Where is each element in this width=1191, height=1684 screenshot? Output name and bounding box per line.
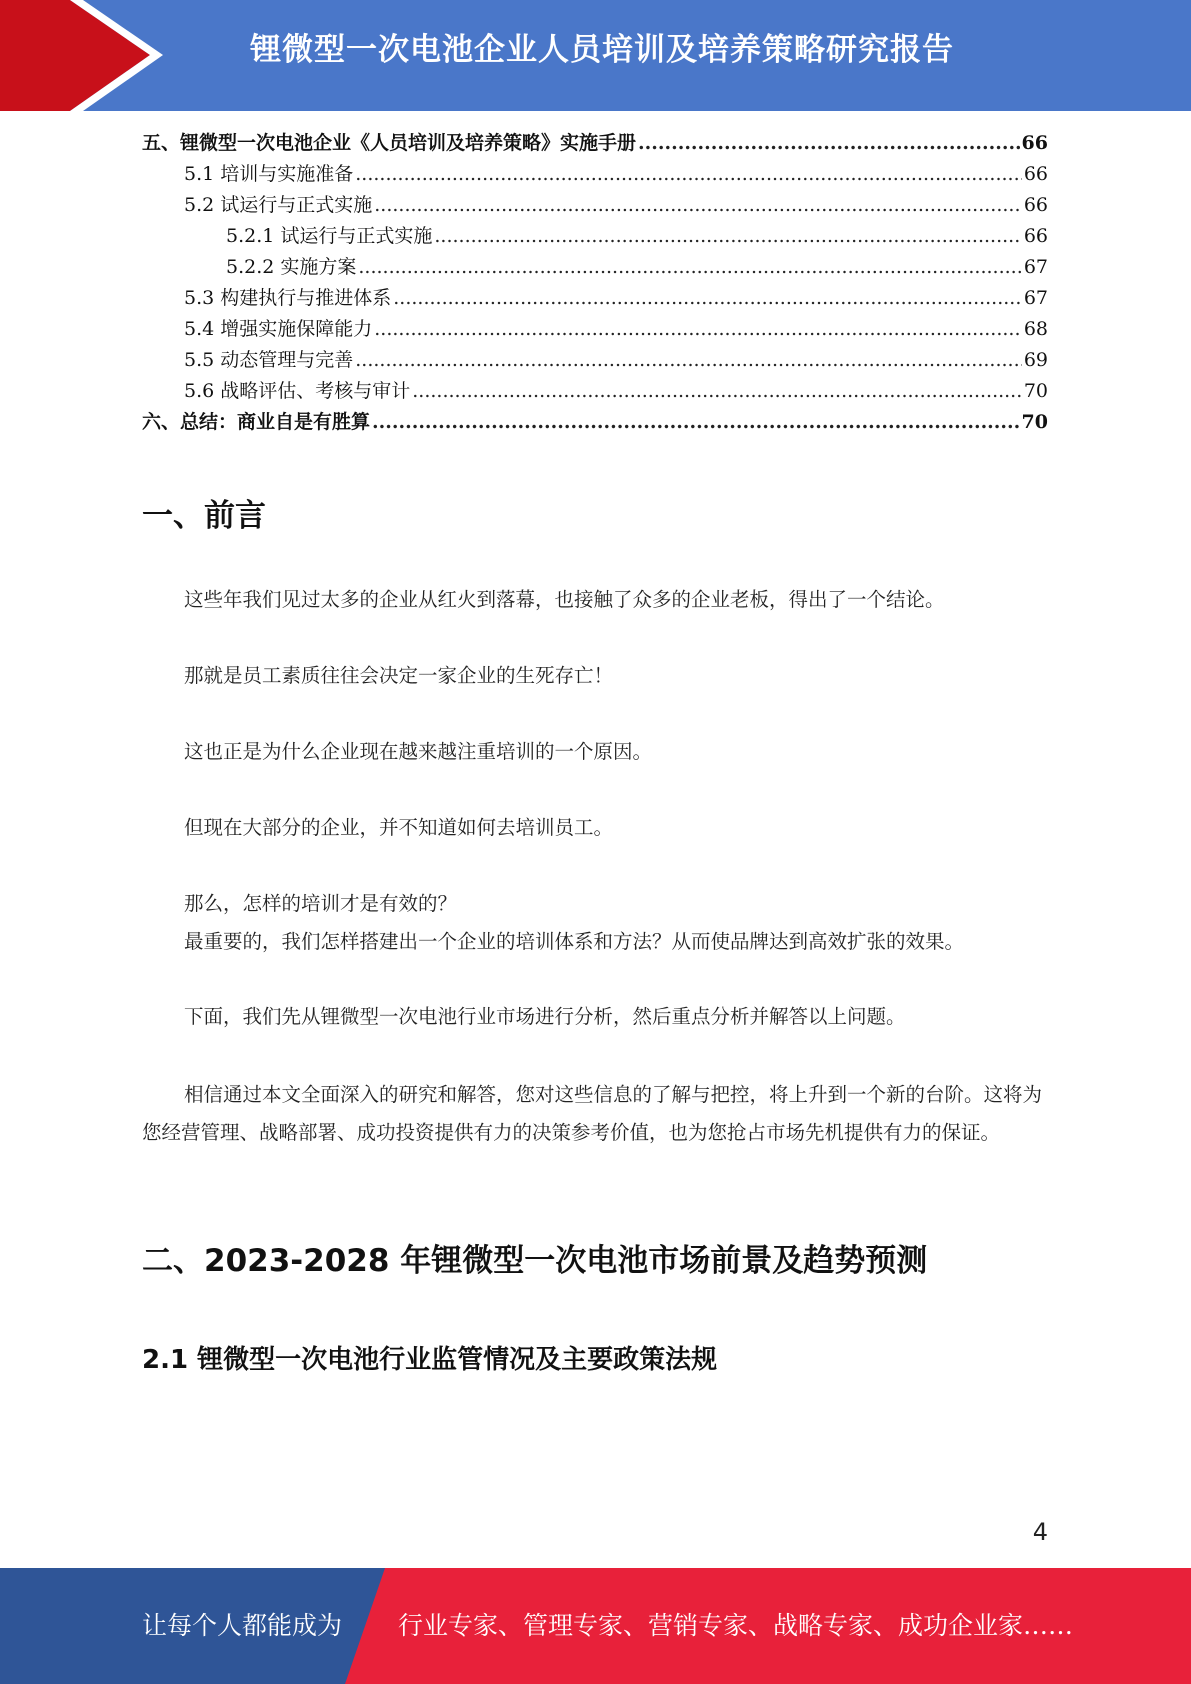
toc-entry[interactable] [142,128,1048,159]
toc-entry[interactable] [142,159,1048,190]
toc-entry-label: 5.5 动态管理与完善 [184,349,354,371]
toc-entry-page: 70 [1021,411,1048,433]
toc-leader-dots [372,411,1020,433]
toc-entry-label: 5.2 试运行与正式实施 [184,194,373,216]
page-header [0,0,1191,111]
footer-slogan-right: 行业专家、管理专家、营销专家、战略专家、成功企业家…… [398,1611,1074,1640]
toc-entry-label: 5.1 培训与实施准备 [184,163,354,185]
table-of-contents [142,128,1048,438]
toc-leader-dots [374,318,1022,340]
toc-entry-page: 68 [1023,318,1048,340]
section-heading-market-forecast: 二、2023-2028 年锂微型一次电池市场前景及趋势预测 [142,1243,928,1279]
subsection-heading: 2.1 锂微型一次电池行业监管情况及主要政策法规 [142,1345,718,1375]
toc-entry-label: 五、锂微型一次电池企业《人员培训及培养策略》实施手册 [142,132,637,154]
header-arrow-decoration [0,0,200,111]
toc-entry[interactable] [142,252,1048,283]
toc-entry-page: 66 [1023,194,1048,216]
toc-leader-dots [412,380,1022,402]
page-number: 4 [1032,1518,1048,1546]
paragraph: 相信通过本文全面深入的研究和解答，您对这些信息的了解与把控，将上升到一个新的台阶。这将为您经营管理、战略部署、成功投资提供有力的决策参考价值，也为您抢占市场先机提供有力的保证。 [142,1083,1043,1144]
paragraph: 最重要的，我们怎样搭建出一个企业的培训体系和方法？从而使品牌达到高效扩张的效果。 [184,930,965,953]
toc-entry-page: 70 [1023,380,1048,402]
paragraph: 这也正是为什么企业现在越来越注重培训的一个原因。 [184,740,653,763]
toc-entry[interactable] [142,221,1048,252]
toc-leader-dots [638,132,1020,154]
paragraph: 那么，怎样的培训才是有效的？ [184,892,458,915]
toc-entry[interactable] [142,314,1048,345]
toc-entry[interactable] [142,283,1048,314]
paragraph: 下面，我们先从锂微型一次电池行业市场进行分析，然后重点分析并解答以上问题。 [184,1005,906,1028]
toc-entry-label: 5.2.2 实施方案 [226,256,357,278]
toc-leader-dots [393,287,1022,309]
footer-slogan-left: 让每个人都能成为 [142,1611,343,1640]
toc-leader-dots [355,349,1022,371]
toc-entry-page: 67 [1023,287,1048,309]
toc-leader-dots [374,194,1022,216]
toc-entry[interactable] [142,407,1048,438]
toc-leader-dots [355,163,1022,185]
toc-entry[interactable] [142,376,1048,407]
paragraph: 但现在大部分的企业，并不知道如何去培训员工。 [184,816,614,839]
toc-entry-page: 66 [1021,132,1048,154]
paragraph: 这些年我们见过太多的企业从红火到落幕，也接触了众多的企业老板，得出了一个结论。 [184,588,945,611]
paragraph: 那就是员工素质往往会决定一家企业的生死存亡！ [184,664,614,687]
toc-entry-label: 5.3 构建执行与推进体系 [184,287,392,309]
toc-entry[interactable] [142,190,1048,221]
toc-entry-label: 5.6 战略评估、考核与审计 [184,380,411,402]
toc-entry[interactable] [142,345,1048,376]
page-footer [0,1568,1191,1684]
toc-entry-label: 六、总结：商业自是有胜算 [142,411,371,433]
toc-leader-dots [358,256,1021,278]
toc-entry-page: 66 [1023,225,1048,247]
report-title: 锂微型一次电池企业人员培训及培养策略研究报告 [250,32,954,68]
toc-entry-page: 66 [1023,163,1048,185]
toc-entry-page: 67 [1023,256,1048,278]
toc-entry-label: 5.4 增强实施保障能力 [184,318,373,340]
toc-leader-dots [434,225,1021,247]
toc-entry-page: 69 [1023,349,1048,371]
section-heading-preface: 一、前言 [142,498,266,534]
toc-entry-label: 5.2.1 试运行与正式实施 [226,225,433,247]
